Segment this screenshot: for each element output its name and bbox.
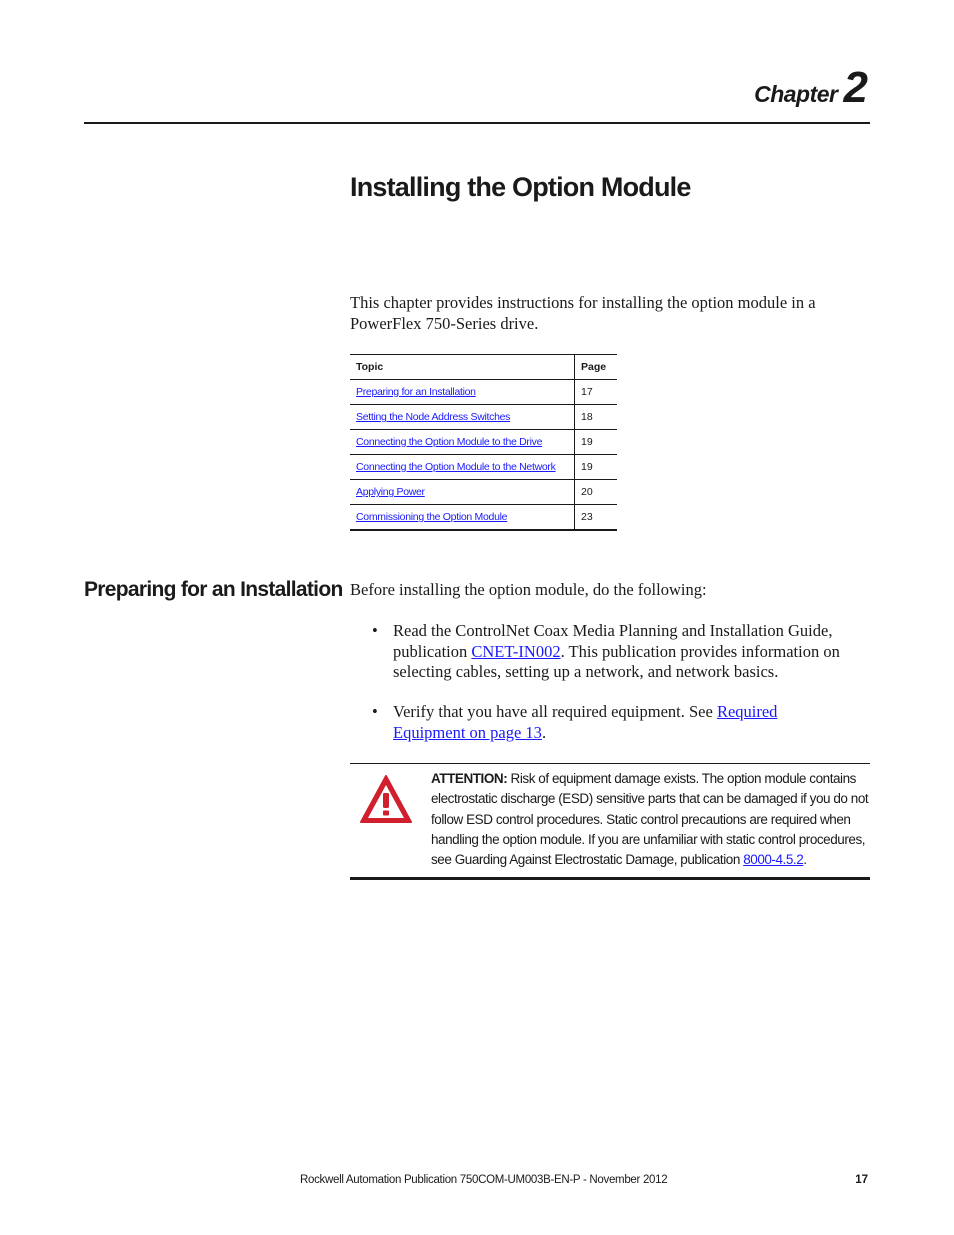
topic-link-applying-power[interactable]: Applying Power [356,486,425,498]
topic-page: 18 [575,405,618,430]
chapter-heading [754,63,868,112]
intro-paragraph: This chapter provides instructions for installing the option module in a PowerFlex 750-Series drive. [350,293,816,333]
table-row [350,430,617,455]
bullet-text: Verify that you have all required equipment. See [393,702,717,721]
topic-link-preparing[interactable]: Preparing for an Installation [356,386,476,398]
section-lead: Before installing the option module, do the following: [350,580,707,599]
attention-text [431,769,869,870]
page-title: Installing the Option Module [350,172,691,202]
column-header-page: Page [575,355,618,380]
bullet-text: Read the ControlNet Coax Media Planning and Installation Guide, publication [393,621,833,661]
footer-page-number: 17 [855,1174,868,1186]
footer-publication: Rockwell Automation Publication 750COM-UM003B-EN-P - November 2012 [300,1174,668,1186]
attention-end: . [803,852,807,868]
topic-table [350,354,617,531]
chapter-label: Chapter [754,81,838,107]
table-row [350,480,617,505]
topic-page: 17 [575,380,618,405]
attention-body: Risk of equipment damage exists. The option module contains electrostatic discharge (ESD) sensitive parts that can be damaged if you do not follow ESD control procedures. Static control precautions are required when handling the option module. If you are unfamiliar with static control procedures, see Guarding Against Electrostatic Damage, publication [431,771,869,868]
esd-publication-link[interactable]: 8000-4.5.2 [743,852,804,868]
section-heading: Preparing for an Installation [84,578,343,601]
chapter-number: 2 [843,63,868,112]
column-header-topic: Topic [356,361,384,373]
attention-label: ATTENTION: [431,771,508,786]
table-row [350,505,617,531]
topic-page: 20 [575,480,618,505]
topic-link-node-address[interactable]: Setting the Node Address Switches [356,411,511,423]
table-row [350,405,617,430]
table-row [350,380,617,405]
table-row [350,455,617,480]
attention-notice [350,763,870,880]
bullet-text: . [541,722,547,742]
topic-page: 19 [575,430,618,455]
topic-page: 19 [575,455,618,480]
bullet-text: . This publication provides information on selecting cables, setting up a network, and network basics. [393,641,840,681]
list-item [372,702,852,743]
chapter-divider [84,122,870,124]
warning-triangle-icon [359,774,413,824]
topic-link-connect-network[interactable]: Connecting the Option Module to the Network [356,461,556,473]
topic-link-connect-drive[interactable]: Connecting the Option Module to the Drive [356,436,543,448]
list-item [372,621,852,683]
cnet-in002-link[interactable]: CNET-IN002 [471,641,561,661]
topic-page: 23 [575,505,618,531]
table-header-row [350,355,617,380]
bullet-icon: • [372,621,378,640]
required-equipment-link[interactable]: Required Equipment on page 13 [393,702,778,742]
bullet-icon: • [372,702,378,721]
topic-link-commissioning[interactable]: Commissioning the Option Module [356,511,508,523]
